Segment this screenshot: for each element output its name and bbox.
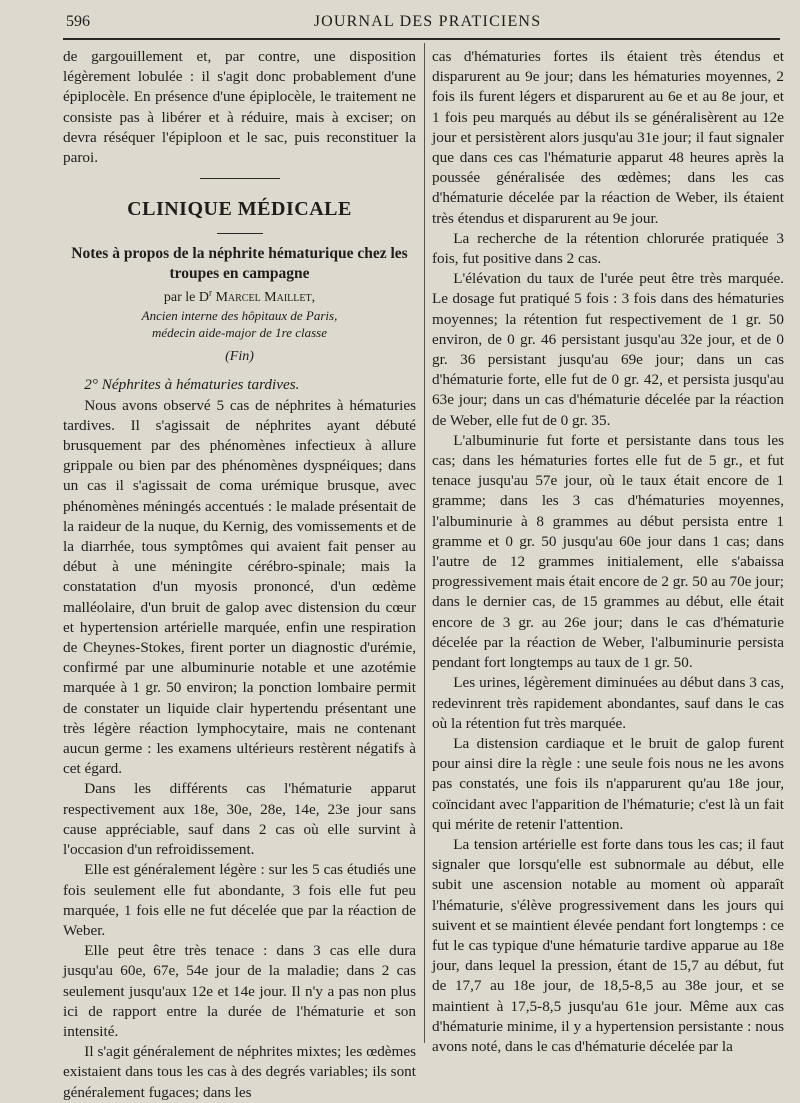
paragraph: La recherche de la rétention chlorurée pratiquée 3 fois, fut positive dans 2 cas.: [432, 229, 784, 268]
affiliation-2: médecin aide-major de 1re classe: [152, 325, 327, 341]
running-header: [63, 10, 780, 36]
title-rule: [217, 233, 263, 234]
paragraph: La tension artérielle est forte dans tous les cas; il faut signaler que lorsqu'elle est subnormale au début, elle subit une ascension notable au moment où apparaît l'hématurie, s'élève progressivement dans les jours qui suivent et se maintient élevée pendant fort longtemps : ce fut le cas typique d'une hématurie tardive apparue au 18e jour, dans lequel la pression, étant de 15,7 au début, fut de 17,7 au 18e jour, de 18,5-8,5 au 38e jour, et se maintient à 17,5-8,5 jusqu'au 61e jour. Même aux cas d'hématurie minime, il y a hypertension persistante : nous avons noté, dans le cas d'hématurie décelée par la: [432, 835, 784, 1055]
left-column: [63, 47, 416, 1101]
right-column: [432, 47, 784, 1055]
header-rule: [63, 38, 780, 40]
paragraph: Elle peut être très tenace : dans 3 cas elle dura jusqu'au 60e, 67e, 54e jour de la maladie; dans 2 cas seulement jusqu'aux 12e et 14e jour. Il n'y a pas non plus ici de rapport entre la durée de l'hématurie et son intensité.: [63, 942, 416, 1040]
page-number: 596: [66, 13, 90, 30]
affiliation-1: Ancien interne des hôpitaux de Paris,: [141, 308, 338, 324]
paragraph: Elle est généralement légère : sur les 5 cas étudiés une fois seulement elle fut abondante, 3 fois elle fut peu marquée, 1 fois elle ne fut décelée que par la réaction de Weber.: [63, 861, 416, 939]
author-name: Marcel Maillet,: [215, 290, 316, 306]
paragraph: Dans les différents cas l'hématurie apparut respectivement aux 18e, 30e, 28e, 14e, 23e jour sans cause appréciable, sauf dans 2 cas où elle survint à l'occasion d'un refroidissement.: [63, 780, 416, 859]
paragraph: La distension cardiaque et le bruit de galop furent pour ainsi dire la règle : une seule fois nous ne les avons pas constatés, une fois ils n'apparurent qu'au 18e jour, coïncidant avec l'apparition de l'hématurie; c'est là un fait qui mérite de retenir l'attention.: [432, 734, 784, 833]
fin-label: (Fin): [225, 349, 254, 365]
section-title: CLINIQUE MÉDICALE: [127, 198, 352, 221]
paragraph: L'élévation du taux de l'urée peut être très marquée. Le dosage fut pratiqué 5 fois : 3 fois dans des hématuries moyennes; la rétention fut respectivement de 1 gr. 50 environ, de 0 gr. 46 persistant jusqu'au 32e jour, et de 0 gr. 36 persistant jusqu'au 69e jour; dans un cas d'hématurie forte, elle fut de 0 gr. 42, et persista jusqu'au 63e jour; dans un cas d'hématurie décelée par la réaction de Weber, elle fut de 0 gr. 35.: [432, 270, 784, 429]
paragraph: Nous avons observé 5 cas de néphrites à hématuries tardives. Il s'agissait de néphrites ayant débuté brusquement par des phénomènes infectieux à allure grippale ou bien par des phénomènes dyspnéiques; dans un cas il s'agissait de coma urémique brusque, avec phénomènes méningés accentués : le malade présentait de la raideur de la nuque, du Kernig, des vomissements et de la diarrhée, tous symptômes qui avaient fait penser au début à une méningite cérébro-spinale; mais la constatation d'un myosis prononcé, d'un œdème malléolaire, d'un bruit de galop avec distension du cœur et hypertension artérielle marquée, enfin une respiration de Cheynes-Stokes, firent porter un diagnostic d'urémie, confirmé par une albuminurie notable et une azotémie marquée à 1 gr. 50 environ; la ponction lombaire permit de constater un liquide clair hypertendu présentant une très légère réaction lymphocytaire, mais ne contenant aucun germe : les examens ultérieurs restèrent négatifs à cet égard.: [63, 396, 416, 778]
byline: [63, 288, 416, 307]
section-rule: [200, 178, 280, 179]
intro-paragraph: de gargouillement et, par contre, une disposition légèrement lobulée : il s'agit donc probablement d'une épiplocèle. En présence d'une épiplocèle, le traitement ne consiste pas à libérer et à réduire, mais à exciser; on devra réséquer l'épiploon et le sac, puis reconstituer la paroi.: [63, 48, 416, 167]
paragraph: L'albuminurie fut forte et persistante dans tous les cas; dans les hématuries fortes elle fut de 5 gr., et fut tenace jusqu'au 57e jour, où le taux était encore de 1 gramme; dans les 3 cas d'hématuries moyennes, l'albuminurie à 8 grammes au début persista entre 1 gramme et 0 gr. 50 jusqu'au 60e jour dans 1 cas; dans l'autre de 12 grammes initialement, elle s'abaissa progressivement mais était encore de 2 gr. 50 au 70e jour; dans le dernier cas, de 15 grammes au début, elle était encore de 3 gr. au 26e jour; dans le cas d'hématurie décelée par la réaction de Weber, l'albuminurie persista pendant fort longtemps au taux de 1 gr. 50.: [432, 431, 784, 672]
subsection-heading: 2° Néphrites à hématuries tardives.: [84, 376, 300, 394]
article-title: Notes à propos de la néphrite hématurique chez les troupes en campagne: [71, 245, 408, 283]
byline-sup: r: [208, 287, 212, 298]
paragraph: Les urines, légèrement diminuées au début dans 3 cas, redevinrent très rapidement abondantes, sauf dans le cas où la rétention fut très marquée.: [432, 674, 784, 732]
paragraph: Il s'agit généralement de néphrites mixtes; les œdèmes existaient dans tous les cas à des degrés variables; ils sont généralement fugaces; dans les: [63, 1043, 416, 1101]
paragraph: cas d'hématuries fortes ils étaient très étendus et disparurent au 9e jour; dans les hématuries moyennes, 2 fois ils furent légers et disparurent au 6e et au 8e jour, et 1 fois peu marqués au début ils se généralisèrent au 12e jour et persistèrent alors jusqu'au 31e jour; il faut signaler que dans ces cas l'hématurie apparut 48 heures après la poussée généralisée des œdèmes; dans les cas d'hématurie décelée par la réaction de Weber, ils étaient très étendus et disparurent au 9e jour.: [432, 48, 784, 227]
byline-prefix: par le D: [163, 290, 209, 306]
column-divider: [424, 43, 425, 1043]
journal-title: JOURNAL DES PRATICIENS: [313, 13, 542, 30]
